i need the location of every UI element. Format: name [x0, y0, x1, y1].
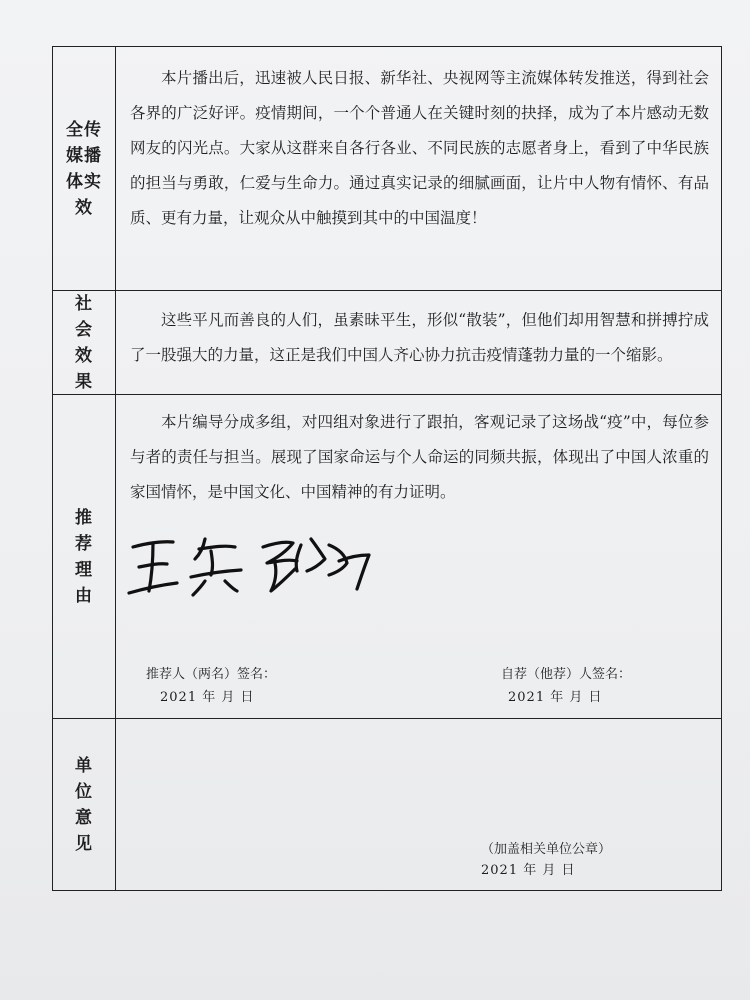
- recommender-date: 2021 年 月 日: [160, 690, 255, 705]
- signature-stroke: [211, 551, 213, 575]
- signature-stroke: [263, 542, 297, 563]
- signature-stroke: [339, 555, 369, 589]
- signature-stroke: [296, 545, 301, 571]
- unit-opinion-row: [53, 719, 721, 890]
- signature-stroke: [149, 543, 153, 591]
- recommendation-reason-label-text: 推荐理由: [75, 507, 93, 606]
- media-effect-row: [53, 47, 721, 291]
- self-recommend-signature-label: 自荐（他荐）人签名：: [501, 667, 632, 682]
- social-effect-label: [53, 291, 116, 394]
- social-effect-row: [53, 291, 721, 395]
- signature-stroke: [225, 581, 237, 591]
- handwritten-signature: [125, 525, 385, 605]
- media-effect-text: 本片播出后，迅速被人民日报、新华社、央视网等主流媒体转发推送，得到社会各界的广泛好评。疫情期间，一个个普通人在关键时刻的抉择，成为了本片感动无数网友的闪光点。大家从这群来自各行各业、不同民族的志愿者身上，看到了中华民族的担当与勇敢，仁爱与生命力。通过真实记录的细腻画面，让片中人物有情怀、有品质、更有力量，让观众从中触摸到其中的中国温度！: [130, 69, 709, 227]
- signature-stroke: [271, 563, 295, 591]
- social-effect-content: [116, 291, 721, 394]
- recommendation-reason-text: 本片编导分成多组，对四组对象进行了跟拍，客观记录了这场战“疫”中，每位参与者的责任与担当。展现了国家命运与个人命运的同频共振，体现出了中国人浓重的家国情怀，是中国文化、中国精神的有力证明。: [130, 413, 709, 501]
- unit-opinion-label-text: 单位意见: [75, 755, 93, 854]
- signature-stroke: [193, 581, 205, 595]
- self-recommend-date: 2021 年 月 日: [508, 690, 603, 705]
- media-effect-content: [116, 47, 721, 290]
- recommendation-reason-label: [53, 395, 116, 718]
- signature-stroke: [191, 570, 241, 577]
- signature-stroke: [307, 539, 325, 571]
- recommendation-form: [52, 46, 722, 891]
- unit-opinion-label: [53, 719, 116, 890]
- media-effect-label-text: 全传媒播体实效: [66, 119, 102, 218]
- signature-stroke: [129, 583, 177, 593]
- unit-date: 2021 年 月 日: [481, 863, 576, 878]
- social-effect-text: 这些平凡而善良的人们，虽素昧平生，形似“散装”，但他们却用智慧和拼搏拧成了一股强大的力量，这正是我们中国人齐心协力抗击疫情蓬勃力量的一个缩影。: [130, 311, 709, 364]
- social-effect-label-text: 社会效果: [75, 293, 93, 392]
- media-effect-label: [53, 47, 116, 290]
- recommender-signature-label: 推荐人（两名）签名：: [146, 667, 277, 682]
- unit-seal-note: （加盖相关单位公章）: [481, 842, 612, 857]
